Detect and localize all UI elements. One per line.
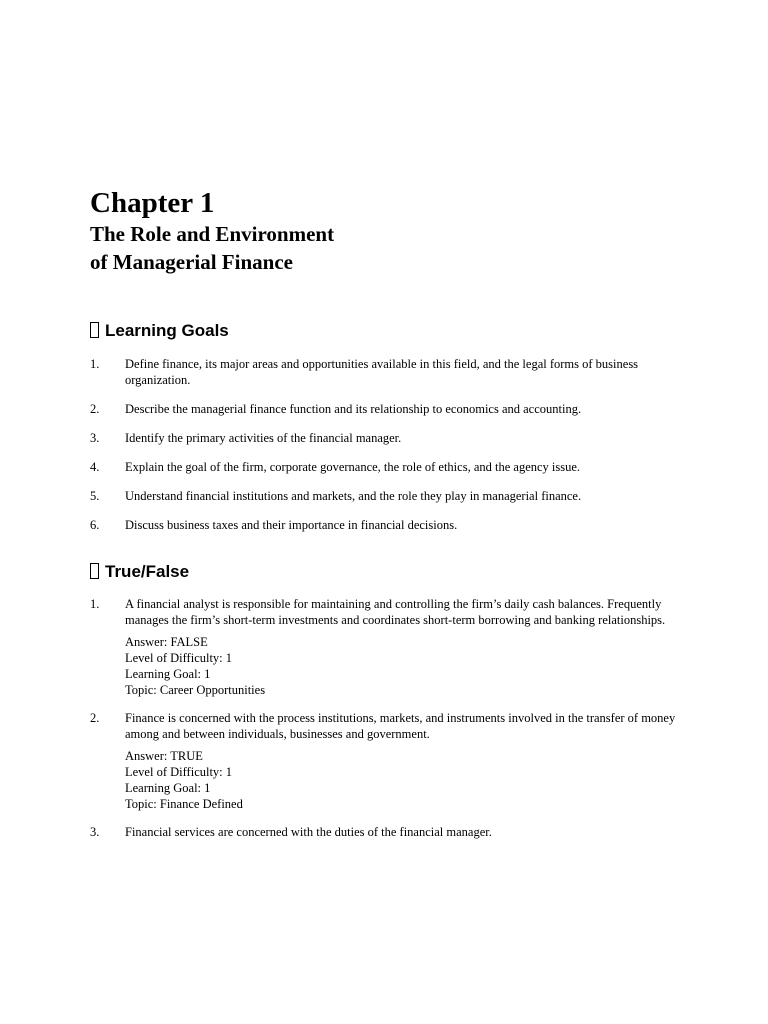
answer: Answer: TRUE: [125, 749, 203, 763]
question-item: [90, 824, 690, 840]
list-item: [90, 488, 690, 504]
question-number: 2.: [90, 711, 100, 725]
item-text: Describe the managerial finance function and its relationship to economics and accounting.: [125, 402, 582, 416]
question-item: [90, 710, 690, 812]
question-text: A financial analyst is responsible for maintaining and controlling the firm’s daily cash balances. Frequently manages the firm’s short-term investments and coordinates short-term borrowing and banking relationships.: [125, 597, 666, 627]
question-text: Financial services are concerned with the duties of the financial manager.: [125, 825, 492, 839]
learning-goal: Learning Goal: 1: [125, 781, 211, 795]
item-number: 2.: [90, 402, 100, 416]
learning-goals-list: [90, 356, 690, 546]
missing-glyph-box-icon: [90, 322, 99, 338]
topic: Topic: Career Opportunities: [125, 683, 266, 697]
item-text: Explain the goal of the firm, corporate governance, the role of ethics, and the agency issue.: [125, 460, 581, 474]
question-meta: [125, 748, 690, 812]
chapter-number: Chapter 1: [90, 187, 215, 219]
item-number: 5.: [90, 489, 100, 503]
chapter-title: [90, 220, 334, 276]
item-number: 1.: [90, 357, 100, 371]
question-text: Finance is concerned with the process institutions, markets, and instruments involved in the transfer of money among and between individuals, businesses and government.: [125, 711, 676, 741]
missing-glyph-box-icon: [90, 563, 99, 579]
item-number: 4.: [90, 460, 100, 474]
question-item: [90, 596, 690, 698]
true-false-heading-label: True/False: [105, 562, 190, 581]
topic: Topic: Finance Defined: [125, 797, 243, 811]
learning-goals-heading-label: Learning Goals: [105, 321, 229, 340]
item-text: Discuss business taxes and their importance in financial decisions.: [125, 518, 458, 532]
chapter-title-line-1: The Role and Environment: [90, 222, 335, 246]
question-meta: [125, 634, 690, 698]
list-item: [90, 401, 690, 417]
difficulty: Level of Difficulty: 1: [125, 651, 233, 665]
true-false-list: [90, 596, 690, 852]
question-number: 3.: [90, 825, 100, 839]
chapter-title-line-2: of Managerial Finance: [90, 250, 293, 274]
list-item: [90, 356, 690, 388]
item-text: Identify the primary activities of the financial manager.: [125, 431, 402, 445]
difficulty: Level of Difficulty: 1: [125, 765, 233, 779]
question-number: 1.: [90, 597, 100, 611]
item-number: 3.: [90, 431, 100, 445]
item-text: Define finance, its major areas and opportunities available in this field, and the legal forms of business organization.: [125, 357, 639, 387]
learning-goals-heading: [90, 320, 229, 342]
item-text: Understand financial institutions and markets, and the role they play in managerial finance.: [125, 489, 582, 503]
list-item: [90, 430, 690, 446]
answer: Answer: FALSE: [125, 635, 208, 649]
learning-goal: Learning Goal: 1: [125, 667, 211, 681]
list-item: [90, 459, 690, 475]
item-number: 6.: [90, 518, 100, 532]
list-item: [90, 517, 690, 533]
true-false-heading: [90, 561, 189, 583]
